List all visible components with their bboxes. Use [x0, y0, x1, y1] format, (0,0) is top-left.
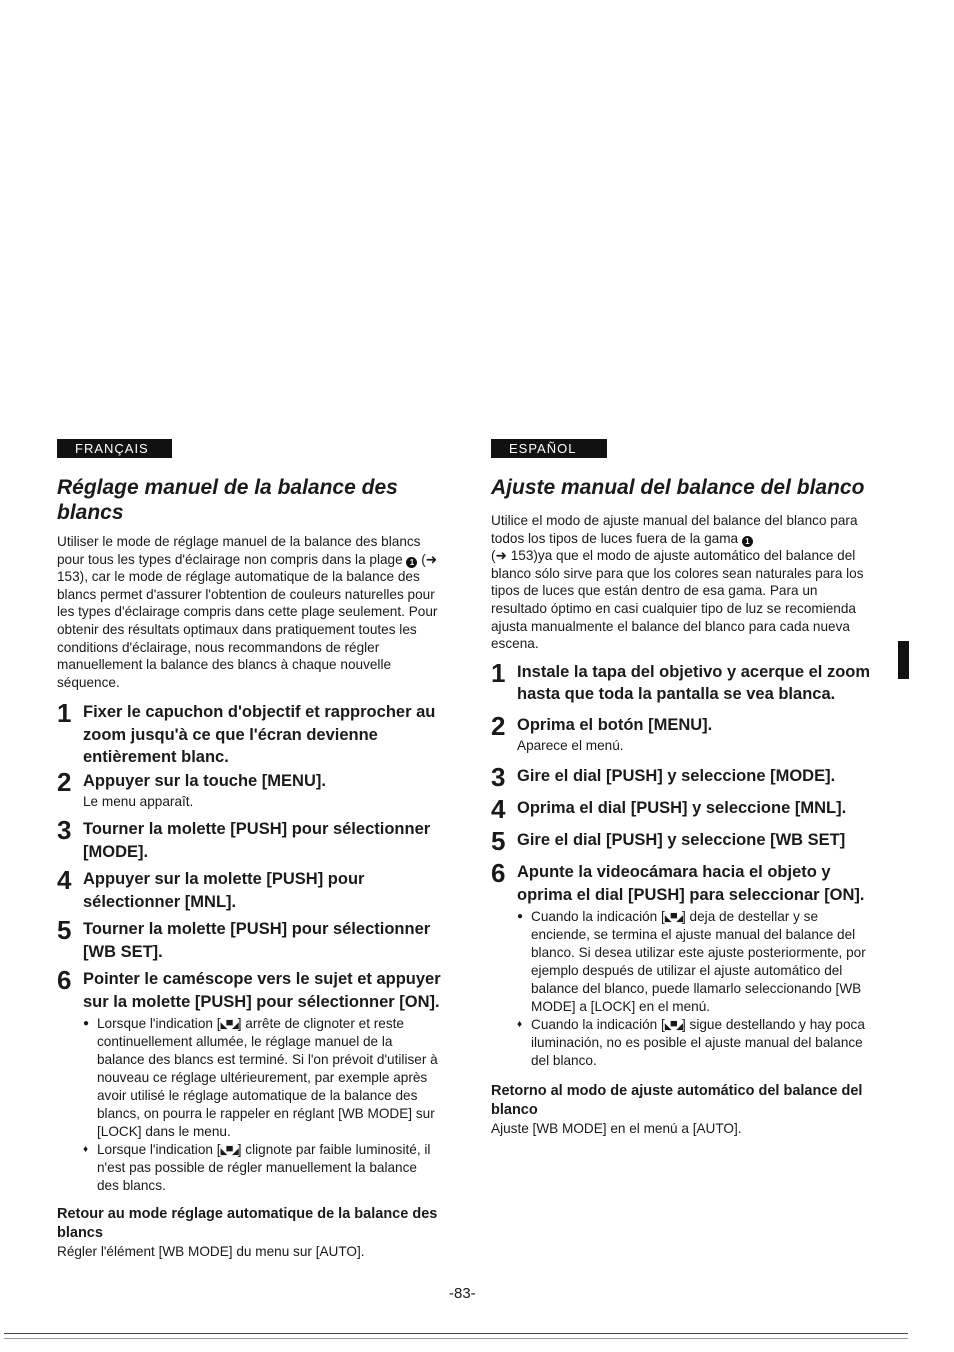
- intro-spanish: [491, 512, 876, 653]
- list-item: ● Lorsque l'indication [◣▀◢] arrête de clignoter et reste continuellement allumée, le réglage manuel de la balance des blancs est terminé. Si l'on prévoit d'utiliser à nouveau ce réglage ultérieurement, par exemple après avoir utilisé le réglage automatique de la balance des blancs, on pourra le rappeler en réglant [WB MODE] sur [LOCK] dans le menu.: [83, 1016, 438, 1140]
- step-text: Apunte la videocámara hacia el objeto y oprima el dial [PUSH] para seleccionar [ON].: [517, 863, 865, 904]
- step-number: 6: [491, 858, 506, 889]
- step-number: 6: [57, 965, 72, 996]
- white-balance-icon: ◣▀◢: [220, 1146, 238, 1157]
- step-4-spanish: [491, 794, 876, 825]
- step-number: 1: [491, 657, 506, 688]
- circled-one-icon: 1: [742, 536, 753, 547]
- step-number: 5: [57, 915, 72, 946]
- step-2-french: [57, 766, 442, 811]
- white-balance-icon: ◣▀◢: [220, 1020, 238, 1031]
- bullet-list-french: [83, 1015, 442, 1195]
- white-balance-icon: ◣▀◢: [664, 913, 682, 924]
- step-text: Pointer le caméscope vers le sujet et appuyer sur la molette [PUSH] pour sélectionner [ON].: [83, 970, 441, 1011]
- return-text-french: Régler l'élément [WB MODE] du menu sur [AUTO].: [57, 1244, 365, 1260]
- white-balance-icon: ◣▀◢: [664, 1021, 682, 1032]
- step-text: Tourner la molette [PUSH] pour sélectionner [WB SET].: [83, 920, 431, 961]
- bullet-diamond-icon: ♦: [83, 1144, 89, 1156]
- language-tab-french: FRANÇAIS: [57, 439, 172, 458]
- return-heading-french: Retour au mode réglage automatique de la balance des blancs: [57, 1206, 438, 1242]
- step-subtext: Le menu apparaît.: [83, 794, 194, 810]
- list-item: ♦ Cuando la indicación [◣▀◢] sigue destellando y hay poca iluminación, no es posible el ajuste manual del balance del blanco.: [517, 1017, 865, 1069]
- bullet-dot-icon: ●: [83, 1018, 90, 1030]
- step-5-french: [57, 915, 442, 963]
- step-number: 4: [57, 865, 72, 896]
- step-number: 3: [57, 815, 72, 846]
- step-4-french: [57, 865, 442, 913]
- footer-rule: [4, 1333, 908, 1334]
- return-text-spanish: Ajuste [WB MODE] en el menú a [AUTO].: [491, 1121, 742, 1137]
- intro-french-b: (➜ 153), car le mode de réglage automatique de la balance des blancs permet d'assurer l'obtention de couleurs naturelles pour les types d'éclairage compris dans cette plage seulement. Pour obtenir des résultats optimaux dans pratiquement toutes les conditions d'éclairage, nous recommandons de régler manuellement la balance des blancs à chaque nouvelle séquence.: [57, 551, 438, 690]
- language-tab-spanish: ESPAÑOL: [491, 439, 607, 458]
- step-text: Instale la tapa del objetivo y acerque el zoom hasta que toda la pantalla se vea blanca.: [517, 662, 871, 704]
- step-1-spanish: [491, 657, 876, 706]
- step-5-spanish: [491, 826, 876, 857]
- page-number: -83-: [449, 1285, 476, 1302]
- return-section-spanish: [491, 1082, 876, 1137]
- section-title-french: Réglage manuel de la balance des blancs: [57, 476, 398, 524]
- step-2-spanish: [491, 710, 876, 755]
- bullet-dot-icon: ●: [517, 911, 524, 923]
- step-6-spanish: [491, 858, 876, 1070]
- return-heading-spanish: Retorno al modo de ajuste automático del balance del blanco: [491, 1083, 863, 1119]
- bullet-diamond-icon: ♦: [517, 1019, 523, 1031]
- step-number: 2: [491, 710, 506, 741]
- french-column: [57, 439, 442, 1260]
- section-marker-tab: [898, 641, 909, 679]
- step-number: 2: [57, 766, 72, 797]
- step-3-spanish: [491, 762, 876, 793]
- intro-french: [57, 533, 442, 691]
- spanish-column: [491, 439, 876, 1137]
- circled-one-icon: 1: [406, 557, 417, 568]
- list-item: ♦ Lorsque l'indication [◣▀◢] clignote par faible luminosité, il n'est pas possible de régler manuellement la balance des blancs.: [83, 1142, 431, 1194]
- step-text: Oprima el dial [PUSH] y seleccione [MNL].: [517, 799, 847, 818]
- intro-spanish-a: Utilice el modo de ajuste manual del balance del blanco para todos los tipos de luces fuera de la gama: [491, 513, 858, 546]
- intro-spanish-b: (➜ 153)ya que el modo de ajuste automático del balance del blanco sólo sirve para que los colores sean naturales para los tipos de luces que están dentro de esa gama. Para un resultado óptimo en casi cualquier tipo de luz se recomienda ajusta manualmente el balance del blanco para cada nueva escena.: [491, 548, 864, 652]
- step-text: Gire el dial [PUSH] y seleccione [WB SET]: [517, 831, 846, 850]
- return-section-french: [57, 1205, 442, 1260]
- step-1-french: [57, 698, 442, 769]
- list-item: ● Cuando la indicación [◣▀◢] deja de destellar y se enciende, se termina el ajuste manual del balance del blanco. Si desea utilizar este ajuste posteriormente, por ejemplo después de utilizar el ajuste automático del balance del blanco, puede llamarlo seleccionando [WB MODE] a [LOCK] en el menú.: [517, 909, 866, 1015]
- section-title-spanish: Ajuste manual del balance del blanco: [491, 476, 865, 499]
- step-text: Appuyer sur la molette [PUSH] pour sélectionner [MNL].: [83, 870, 365, 911]
- step-text: Fixer le capuchon d'objectif et rapprocher au zoom jusqu'à ce que l'écran devienne entièrement blanc.: [83, 703, 436, 767]
- footer-rule-secondary: [4, 1338, 908, 1339]
- step-text: Appuyer sur la touche [MENU].: [83, 771, 326, 790]
- intro-french-a: Utiliser le mode de réglage manuel de la balance des blancs pour tous les types d'éclairage non compris dans la plage: [57, 534, 421, 567]
- step-number: 4: [491, 794, 506, 825]
- step-number: 5: [491, 826, 506, 857]
- step-number: 1: [57, 698, 72, 729]
- step-3-french: [57, 815, 442, 863]
- step-number: 3: [491, 762, 506, 793]
- step-6-french: [57, 965, 442, 1195]
- step-text: Oprima el botón [MENU].: [517, 715, 713, 734]
- step-text: Gire el dial [PUSH] y seleccione [MODE].: [517, 767, 836, 786]
- step-text: Tourner la molette [PUSH] pour sélectionner [MODE].: [83, 820, 431, 861]
- step-subtext: Aparece el menú.: [517, 738, 624, 754]
- bullet-list-spanish: [517, 908, 876, 1070]
